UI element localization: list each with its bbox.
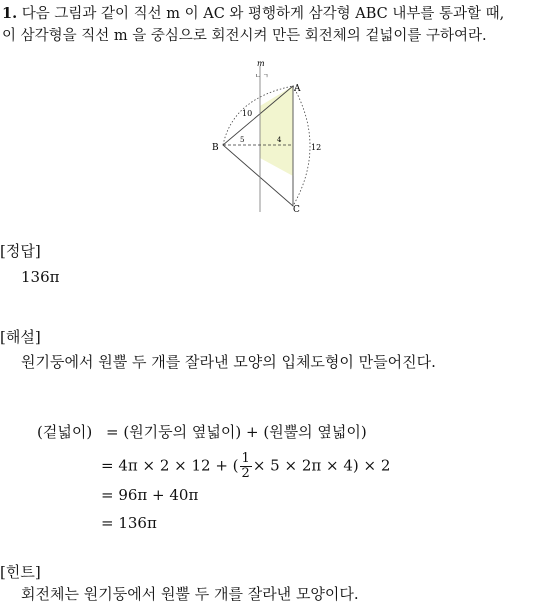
label-12: 12	[311, 143, 322, 152]
explanation-text: 원기둥에서 원뿔 두 개를 잘라낸 모양의 입체도형이 만들어진다.	[21, 353, 436, 371]
label-5: 5	[240, 136, 245, 144]
explanation-header: [해설]	[0, 328, 41, 346]
answer-value: 136π	[21, 268, 60, 286]
eq3: = 96π + 40π	[101, 486, 199, 504]
question-text-2: 이 삼각형을 직선 m 을 중심으로 회전시켜 만든 회전체의 겉넓이를 구하여라.	[2, 28, 487, 44]
label-c: C	[293, 205, 300, 215]
eq2	[101, 452, 390, 481]
eq2-part-b: × 5 × 2π × 4) × 2	[252, 456, 391, 475]
label-4: 4	[277, 136, 282, 144]
triangle-figure	[205, 58, 325, 218]
eq2-frac-den: 2	[241, 466, 250, 481]
label-m: m	[257, 59, 265, 68]
label-b: B	[212, 143, 219, 153]
answer-header: [정답]	[0, 242, 41, 260]
eq2-frac-num: 1	[241, 451, 250, 466]
eq1-rhs: = (원기둥의 옆넓이) + (원뿔의 옆넓이)	[106, 423, 367, 441]
eq2-fraction	[240, 452, 252, 481]
eq1-lhs: (겉넓이)	[37, 423, 93, 441]
eq2-part-a: = 4π × 2 × 12 + (	[101, 456, 239, 475]
label-small: ㄴ ㄱ	[255, 73, 269, 80]
label-a: A	[294, 84, 301, 94]
eq4: = 136π	[101, 514, 157, 532]
question-line-2	[2, 25, 487, 47]
arc-ac	[293, 86, 310, 206]
label-10: 10	[242, 109, 253, 118]
hint-header: [힌트]	[0, 563, 41, 581]
question-number: 1.	[2, 5, 18, 22]
question-line-1	[2, 3, 504, 25]
question-text-1: 다음 그림과 같이 직선 m 이 AC 와 평행하게 삼각형 ABC 내부를 통과할 때,	[21, 6, 505, 22]
hint-text: 회전체는 원기둥에서 원뿔 두 개를 잘라낸 모양이다.	[21, 585, 359, 603]
